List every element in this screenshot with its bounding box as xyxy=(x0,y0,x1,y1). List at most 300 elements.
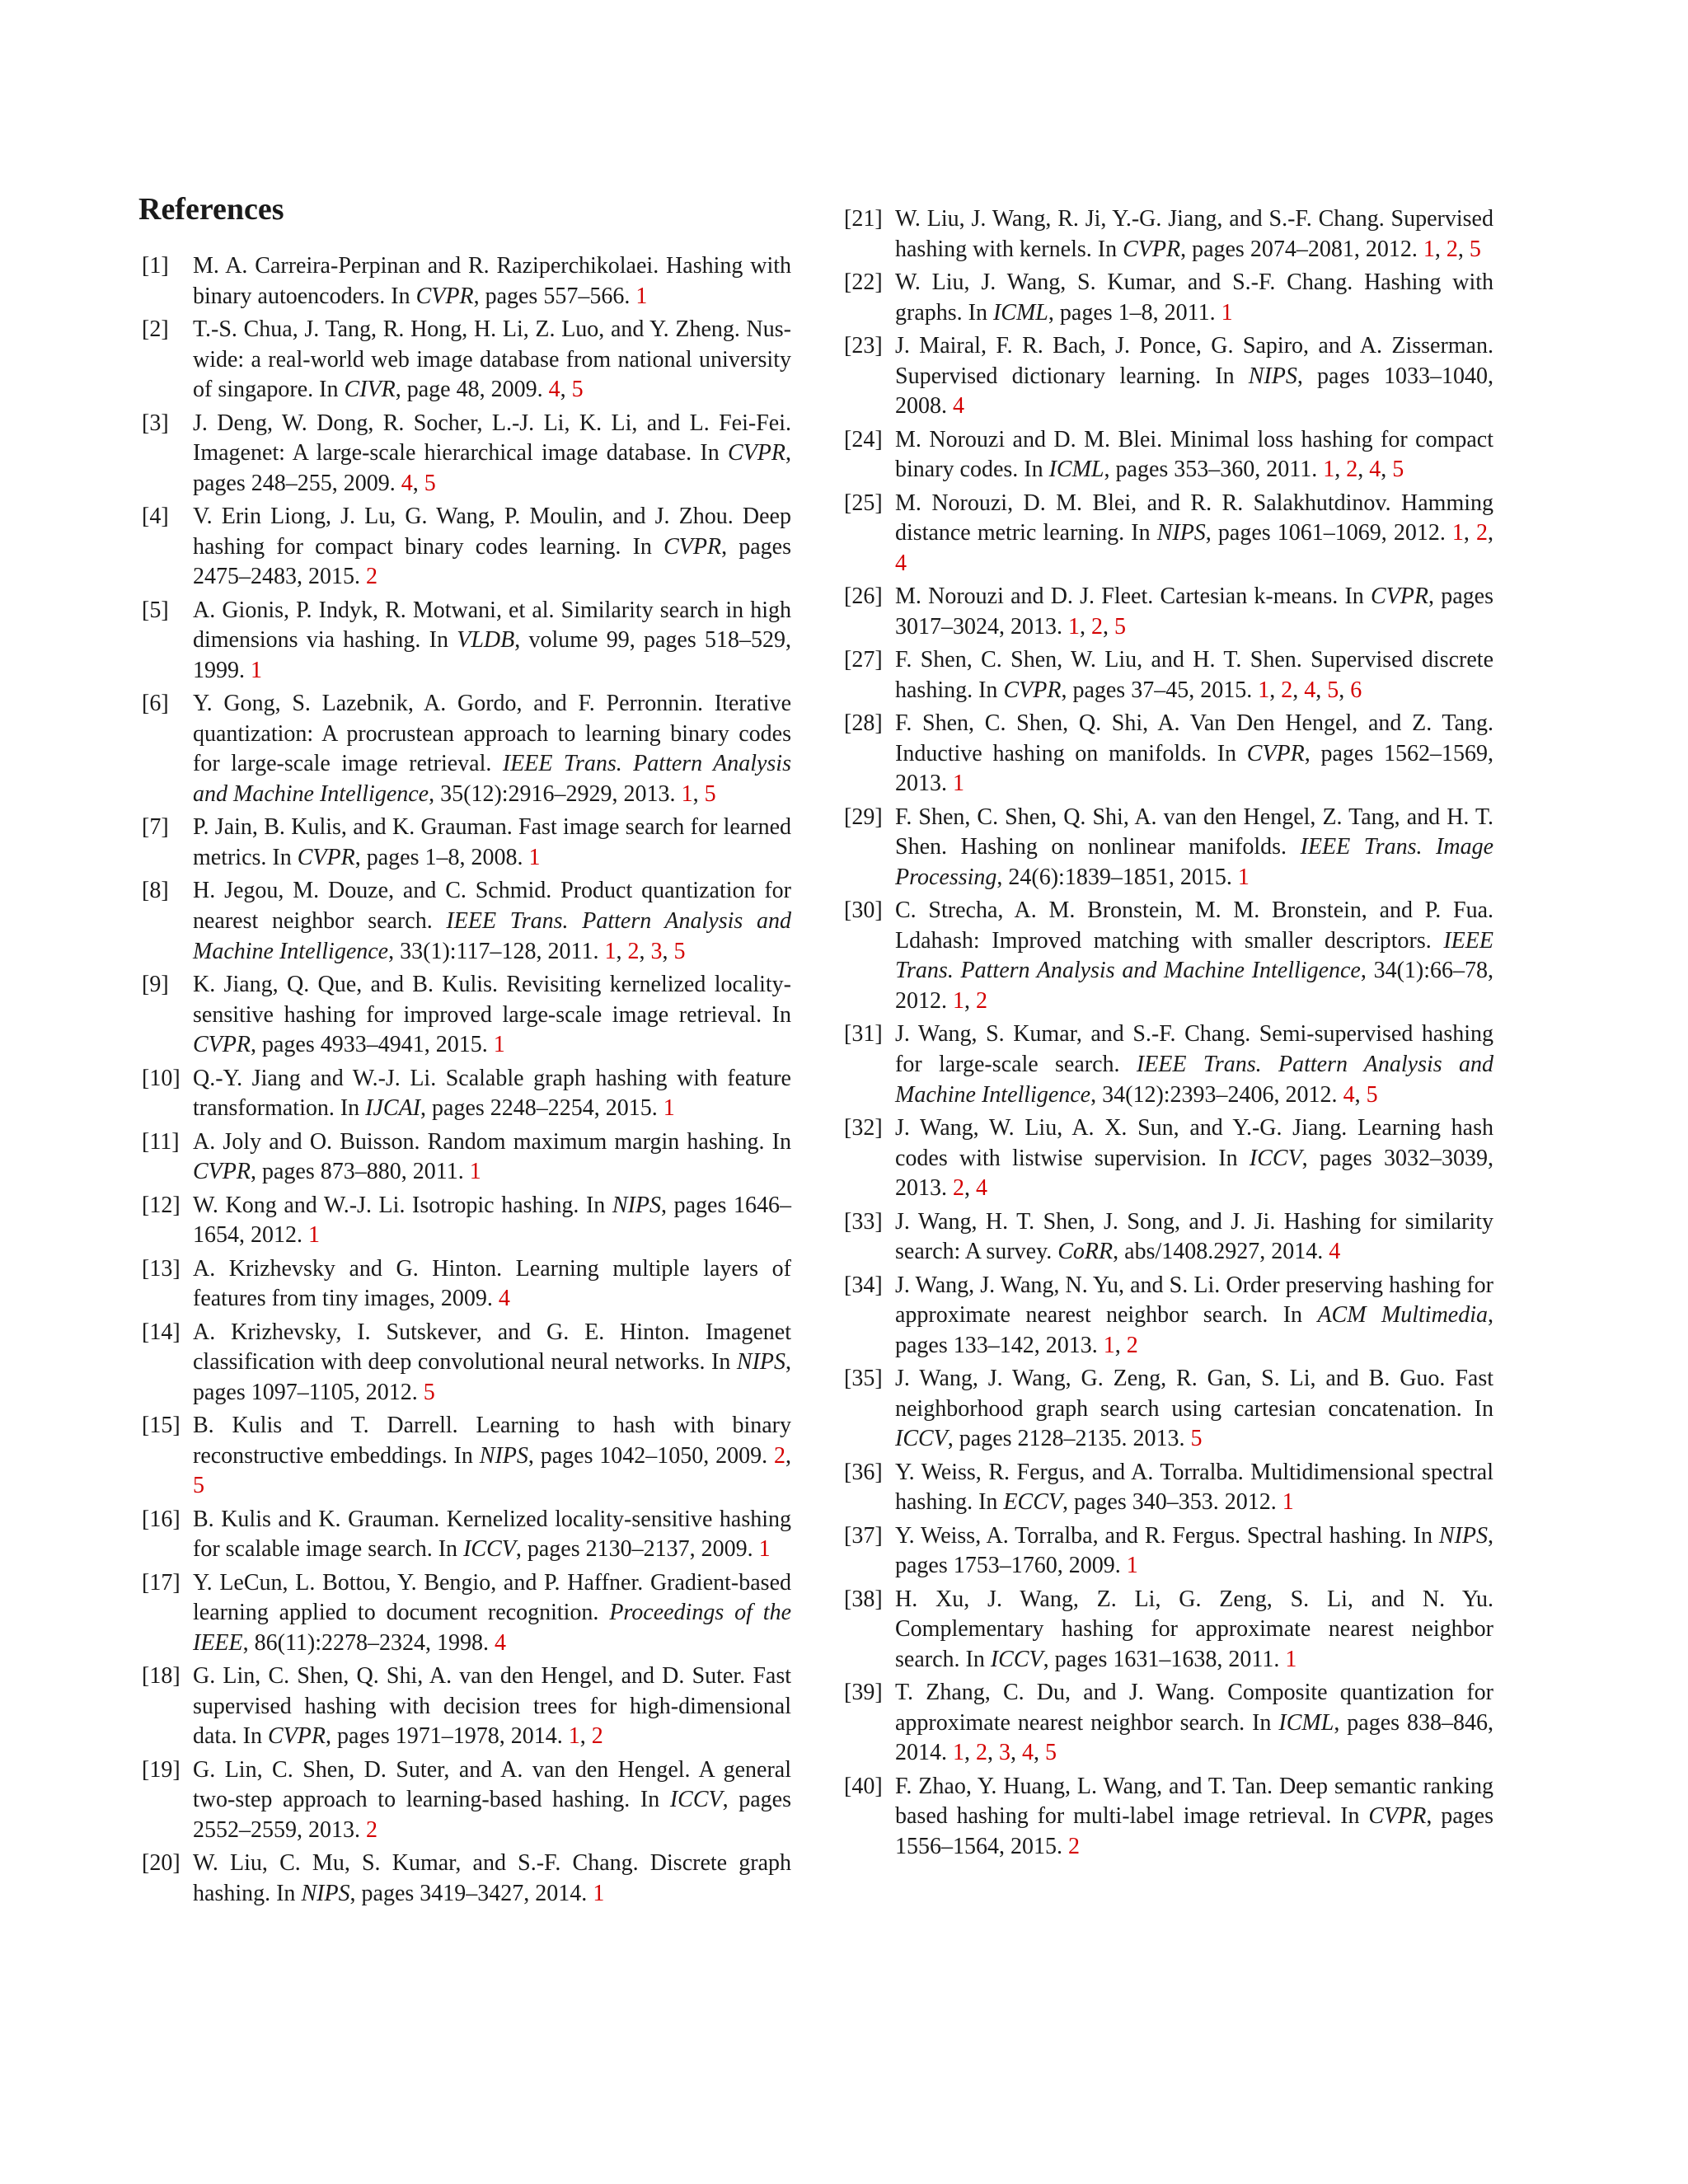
reference-text-segment: T.-S. Chua, J. Tang, R. Hong, H. Li, Z. Luo, and Y. Zheng. Nus-wide: a real-world web image database from national university of singapore. In xyxy=(193,316,791,403)
reference-number: [23] xyxy=(844,332,883,359)
venue-title: NIPS xyxy=(479,1442,528,1469)
reference-number: [9] xyxy=(142,972,169,998)
backref-page-link[interactable]: 2 xyxy=(1126,1332,1138,1358)
reference-entry xyxy=(138,409,791,499)
reference-text-segment: J. Deng, W. Dong, R. Socher, L.-J. Li, K. Li, and L. Fei-Fei. Imagenet: A large-scale hierarchical image database. In xyxy=(193,410,791,466)
venue-title: VLDB xyxy=(457,627,515,654)
reference-entry xyxy=(138,1127,791,1188)
reference-text-segment: Y. LeCun, L. Bottou, Y. Bengio, and P. Haffner. Gradient-based learning applied to document recognition. xyxy=(193,1569,791,1626)
reference-text xyxy=(193,251,791,312)
reference-text-segment: , pages 838–846, 2014. xyxy=(895,1709,1493,1766)
reference-number: [28] xyxy=(844,710,883,737)
backref-page-link[interactable]: 5 xyxy=(1469,236,1481,262)
backref-page-link[interactable]: 5 xyxy=(1327,677,1339,703)
reference-text-segment: G. Lin, C. Shen, Q. Shi, A. van den Hengel, and D. Suter. Fast supervised hashing with decision trees for high-dimensional data. In xyxy=(193,1663,791,1750)
backref-links: 2, 5 xyxy=(193,1442,791,1499)
backref-page-link[interactable]: 1 xyxy=(1323,457,1335,483)
references-column-left xyxy=(138,251,791,1912)
reference-text-segment: , pages 557–566. xyxy=(473,283,636,309)
reference-text xyxy=(193,1755,791,1846)
reference-entry xyxy=(841,425,1493,485)
reference-number: [18] xyxy=(142,1663,181,1690)
backref-page-link[interactable]: 1 xyxy=(681,781,693,808)
reference-entry xyxy=(138,315,791,405)
backref-page-link[interactable]: 1 xyxy=(1423,236,1435,262)
reference-text xyxy=(193,502,791,593)
backref-links xyxy=(1285,1647,1296,1672)
backref-links xyxy=(308,1222,320,1248)
reference-text-segment: F. Shen, C. Shen, Q. Shi, A. van den Hengel, Z. Tang, and H. T. Shen. Hashing on nonlinear manifolds. xyxy=(895,804,1493,860)
venue-title: CVPR xyxy=(1123,236,1181,262)
reference-text-segment: W. Kong and W.-J. Li. Isotropic hashing. In xyxy=(193,1192,612,1218)
reference-text xyxy=(895,204,1493,265)
backref-page-link[interactable]: 1 xyxy=(308,1222,320,1249)
reference-entry xyxy=(841,896,1493,1016)
backref-page-link[interactable]: 1 xyxy=(635,283,648,309)
backref-page-link[interactable]: 1 xyxy=(568,1723,580,1750)
reference-text xyxy=(193,689,791,809)
reference-number: [8] xyxy=(142,878,169,904)
reference-text-segment: A. Gionis, P. Indyk, R. Motwani, et al. Similarity search in high dimensions via hashing. In xyxy=(193,597,791,654)
backref-page-link[interactable]: 1 xyxy=(469,1159,481,1185)
reference-text-segment: , pages 2130–2137, 2009. xyxy=(515,1536,759,1563)
reference-text-segment: P. Jain, B. Kulis, and K. Grauman. Fast image search for learned metrics. In xyxy=(193,814,791,871)
backref-page-link[interactable]: 1 xyxy=(1258,677,1270,703)
reference-text-segment: , pages 1971–1978, 2014. xyxy=(325,1723,569,1750)
reference-text-segment: , pages 1–8, 2008. xyxy=(354,845,529,871)
reference-text-segment: A. Krizhevsky and G. Hinton. Learning multiple layers of features from tiny images, 2009. xyxy=(193,1255,791,1312)
venue-title: CVPR xyxy=(193,1032,251,1058)
reference-number: [32] xyxy=(844,1114,883,1141)
backref-page-link[interactable]: 2 xyxy=(976,988,987,1015)
reference-entry xyxy=(138,1254,791,1315)
venue-title: CVPR xyxy=(267,1723,326,1750)
backref-links xyxy=(470,1159,481,1184)
reference-text-segment: J. Wang, W. Liu, A. X. Sun, and Y.-G. Jiang. Learning hash codes with listwise supervision. In xyxy=(895,1114,1493,1171)
venue-title: ICML xyxy=(1048,457,1104,483)
reference-text-segment: , pages 1061–1069, 2012. xyxy=(1205,520,1452,546)
reference-text xyxy=(895,709,1493,799)
reference-text xyxy=(895,1364,1493,1455)
reference-number: [21] xyxy=(844,206,883,232)
reference-entry xyxy=(138,1568,791,1659)
backref-page-link[interactable]: 5 xyxy=(1392,457,1404,483)
reference-text-segment: F. Shen, C. Shen, Q. Shi, A. Van Den Hengel, and Z. Tang. Inductive hashing on manifolds. In xyxy=(895,710,1493,766)
backref-page-link[interactable]: 2 xyxy=(366,564,377,590)
backref-page-link[interactable]: 4 xyxy=(953,393,964,419)
backref-page-link[interactable]: 1 xyxy=(1237,864,1250,890)
venue-title: CVPR xyxy=(1371,583,1429,610)
backref-page-link[interactable]: 2 xyxy=(1281,677,1293,703)
backref-links xyxy=(495,1630,506,1656)
reference-number: [22] xyxy=(844,269,883,295)
reference-number: [16] xyxy=(142,1506,181,1532)
reference-text-segment: , page 48, 2009. xyxy=(395,377,549,403)
venue-title: ICCV xyxy=(669,1787,723,1813)
backref-page-link[interactable]: 2 xyxy=(774,1442,785,1469)
backref-links xyxy=(1191,1426,1203,1451)
backref-page-link[interactable]: 2 xyxy=(953,1175,964,1202)
reference-text-segment: A. Joly and O. Buisson. Random maximum margin hashing. In xyxy=(193,1128,791,1155)
backref-page-link[interactable]: 5 xyxy=(704,781,716,808)
backref-page-link[interactable]: 2 xyxy=(591,1723,603,1750)
reference-entry xyxy=(138,596,791,687)
reference-number: [24] xyxy=(844,426,883,452)
reference-text-segment: H. Jegou, M. Douze, and C. Schmid. Product quantization for nearest neighbor search. xyxy=(193,878,791,935)
backref-links: 1, 2, 4 xyxy=(895,520,1493,576)
reference-text-segment: , pages 3032–3039, 2013. xyxy=(895,1145,1493,1202)
backref-links: 1, 5 xyxy=(681,781,716,808)
reference-text-segment: J. Mairal, F. R. Bach, J. Ponce, G. Sapiro, and A. Zisserman. Supervised dictionary learning. In xyxy=(895,332,1493,389)
backref-page-link[interactable]: 5 xyxy=(571,377,584,403)
reference-text-segment: , pages 37–45, 2015. xyxy=(1061,677,1259,703)
venue-title: CIVR xyxy=(344,377,396,403)
backref-links xyxy=(529,845,541,870)
backref-links xyxy=(499,1286,510,1311)
reference-text-segment: M. Norouzi and D. J. Fleet. Cartesian k-means. In xyxy=(895,583,1372,610)
venue-title: NIPS xyxy=(1438,1522,1488,1549)
reference-text-segment: , pages 1097–1105, 2012. xyxy=(193,1349,791,1405)
reference-text-segment: , 86(11):2278–2324, 1998. xyxy=(242,1629,495,1656)
backref-page-link[interactable]: 4 xyxy=(548,377,560,403)
venue-title: ICCV xyxy=(990,1646,1043,1672)
reference-number: [15] xyxy=(142,1413,181,1439)
reference-number: [7] xyxy=(142,814,169,841)
reference-entry xyxy=(138,1411,791,1502)
backref-page-link[interactable]: 4 xyxy=(401,470,413,496)
backref-page-link[interactable]: 4 xyxy=(895,550,907,576)
reference-entry xyxy=(841,1019,1493,1110)
reference-entry xyxy=(841,1207,1493,1268)
reference-entry xyxy=(138,876,791,967)
reference-number: [37] xyxy=(844,1522,883,1549)
backref-page-link[interactable]: 1 xyxy=(1068,613,1080,640)
backref-page-link[interactable]: 5 xyxy=(673,938,686,964)
reference-entry xyxy=(138,1849,791,1909)
venue-title: CVPR xyxy=(1003,677,1062,703)
backref-page-link[interactable]: 1 xyxy=(1126,1553,1138,1579)
reference-entry xyxy=(138,502,791,593)
reference-text xyxy=(895,582,1493,642)
venue-title: IJCAI xyxy=(365,1095,421,1122)
venue-title: IEEE Trans. Image Processing xyxy=(895,834,1493,890)
reference-text-segment: , pages 1–8, 2011. xyxy=(1048,299,1221,326)
backref-page-link[interactable]: 4 xyxy=(1343,1081,1355,1108)
reference-text-segment: , pages 2128–2135. 2013. xyxy=(947,1426,1191,1452)
backref-page-link[interactable]: 1 xyxy=(758,1536,771,1563)
reference-text-segment: B. Kulis and K. Grauman. Kernelized locality-sensitive hashing for scalable image search. In xyxy=(193,1506,791,1563)
backref-links xyxy=(953,771,964,796)
reference-text xyxy=(193,970,791,1061)
venue-title: CVPR xyxy=(663,533,722,560)
backref-page-link[interactable]: 5 xyxy=(1114,613,1126,640)
backref-page-link[interactable]: 2 xyxy=(1068,1834,1080,1860)
backref-page-link[interactable]: 5 xyxy=(424,470,436,496)
reference-text-segment: , pages 1033–1040, 2008. xyxy=(895,363,1493,419)
reference-number: [17] xyxy=(142,1569,181,1596)
reference-number: [30] xyxy=(844,898,883,924)
backref-page-link[interactable]: 1 xyxy=(663,1095,675,1122)
backref-page-link[interactable]: 1 xyxy=(604,938,617,964)
venue-title: NIPS xyxy=(736,1349,785,1376)
backref-links: 4, 5 xyxy=(401,470,436,496)
backref-links: 1, 2 xyxy=(568,1723,603,1750)
reference-text xyxy=(895,1019,1493,1110)
reference-entry xyxy=(841,1585,1493,1675)
reference-text xyxy=(895,645,1493,705)
reference-text-segment: F. Shen, C. Shen, W. Liu, and H. T. Shen. Supervised discrete hashing. In xyxy=(895,647,1493,703)
venue-title: CVPR xyxy=(193,1159,251,1185)
reference-entry xyxy=(138,251,791,312)
venue-title: CVPR xyxy=(728,440,785,466)
reference-text-segment: , pages 2475–2483, 2015. xyxy=(193,533,791,590)
backref-links xyxy=(663,1095,675,1121)
backref-page-link[interactable]: 2 xyxy=(627,938,640,964)
backref-page-link[interactable]: 1 xyxy=(1285,1646,1297,1672)
backref-page-link[interactable]: 6 xyxy=(1350,677,1362,703)
reference-text-segment: , pages 3419–3427, 2014. xyxy=(349,1881,593,1907)
reference-text-segment: A. Krizhevsky, I. Sutskever, and G. E. Hinton. Imagenet classification with deep convolutional neural networks. In xyxy=(193,1319,791,1376)
backref-page-link[interactable]: 1 xyxy=(493,1032,505,1058)
reference-text xyxy=(193,1505,791,1565)
reference-text xyxy=(193,1318,791,1408)
backref-links: 2, 4 xyxy=(953,1175,987,1202)
reference-entry xyxy=(841,645,1493,705)
venue-title: ICML xyxy=(992,299,1048,326)
backref-page-link[interactable]: 3 xyxy=(999,1740,1010,1766)
backref-page-link[interactable]: 2 xyxy=(1446,236,1458,262)
backref-page-link[interactable]: 1 xyxy=(1451,520,1464,546)
reference-entry xyxy=(841,1458,1493,1518)
reference-number: [33] xyxy=(844,1208,883,1235)
backref-links xyxy=(1221,300,1233,326)
reference-text-segment: J. Wang, H. T. Shen, J. Song, and J. Ji. Hashing for similarity search: A survey. xyxy=(895,1208,1493,1265)
reference-number: [6] xyxy=(142,691,169,717)
reference-text xyxy=(895,896,1493,1016)
backref-page-link[interactable]: 5 xyxy=(1190,1426,1203,1452)
backref-page-link[interactable]: 1 xyxy=(1282,1489,1294,1516)
backref-page-link[interactable]: 5 xyxy=(423,1379,435,1405)
reference-text xyxy=(193,409,791,499)
backref-page-link[interactable]: 4 xyxy=(976,1175,987,1202)
backref-page-link[interactable]: 1 xyxy=(593,1881,605,1907)
venue-title: NIPS xyxy=(1248,363,1297,389)
reference-text-segment: , volume 99, pages 518–529, 1999. xyxy=(193,627,791,683)
reference-text-segment: G. Lin, C. Shen, D. Suter, and A. van den Hengel. A general two-step approach to learning-based hashing. In xyxy=(193,1756,791,1813)
backref-page-link[interactable]: 4 xyxy=(495,1629,507,1656)
backref-links xyxy=(1329,1239,1340,1264)
reference-text xyxy=(193,1064,791,1124)
backref-page-link[interactable]: 3 xyxy=(650,938,663,964)
backref-links: 1, 2, 3, 5 xyxy=(604,938,686,964)
backref-page-link[interactable]: 1 xyxy=(953,771,964,797)
reference-text-segment: V. Erin Liong, J. Lu, G. Wang, P. Moulin, and J. Zhou. Deep hashing for compact binary codes learning. In xyxy=(193,504,791,560)
reference-text xyxy=(193,1411,791,1502)
reference-number: [13] xyxy=(142,1255,181,1282)
reference-text-segment: , pages 340–353. 2012. xyxy=(1062,1489,1282,1516)
reference-entry xyxy=(138,1064,791,1124)
backref-links xyxy=(953,393,964,419)
reference-text xyxy=(895,1678,1493,1769)
reference-text-segment: , pages 1646–1654, 2012. xyxy=(193,1192,791,1249)
reference-entry xyxy=(841,1113,1493,1204)
backref-page-link[interactable]: 1 xyxy=(953,988,964,1015)
reference-number: [40] xyxy=(844,1773,883,1799)
reference-text-segment: , 33(1):117–128, 2011. xyxy=(388,938,605,964)
backref-page-link[interactable]: 4 xyxy=(1329,1239,1341,1265)
reference-number: [5] xyxy=(142,597,169,623)
venue-title: ICML xyxy=(1278,1709,1334,1736)
reference-text-segment: , pages 1556–1564, 2015. xyxy=(895,1803,1493,1860)
venue-title: CVPR xyxy=(297,845,355,871)
reference-text-segment: J. Wang, J. Wang, N. Yu, and S. Li. Order preserving hashing for approximate nearest neighbor search. In xyxy=(895,1272,1493,1329)
reference-text-segment: W. Liu, J. Wang, S. Kumar, and S.-F. Chang. Hashing with graphs. In xyxy=(895,269,1493,326)
reference-text-segment: , pages 2074–2081, 2012. xyxy=(1180,236,1423,262)
backref-page-link[interactable]: 4 xyxy=(498,1286,510,1312)
backref-page-link[interactable]: 1 xyxy=(1221,299,1233,326)
reference-entry xyxy=(138,970,791,1061)
reference-entry xyxy=(138,1505,791,1565)
reference-entry xyxy=(841,1521,1493,1582)
backref-page-link[interactable]: 2 xyxy=(976,1740,987,1766)
backref-links: 1, 2, 3, 4, 5 xyxy=(953,1740,1057,1766)
reference-number: [3] xyxy=(142,410,169,436)
backref-links xyxy=(1127,1553,1138,1578)
reference-entry xyxy=(138,813,791,873)
reference-text xyxy=(193,1191,791,1251)
reference-text xyxy=(895,803,1493,893)
venue-title: IEEE Trans. Pattern Analysis and Machine Intelligence xyxy=(193,908,791,964)
backref-page-link[interactable]: 5 xyxy=(1045,1740,1057,1766)
backref-links xyxy=(366,1817,377,1843)
backref-links xyxy=(494,1032,505,1057)
reference-text xyxy=(193,315,791,405)
backref-page-link[interactable]: 5 xyxy=(1366,1081,1378,1108)
backref-links xyxy=(1282,1489,1294,1515)
backref-page-link[interactable]: 1 xyxy=(251,657,262,683)
reference-number: [31] xyxy=(844,1021,883,1047)
reference-text-segment: , abs/1408.2927, 2014. xyxy=(1113,1239,1329,1265)
reference-text xyxy=(895,1207,1493,1268)
reference-entry xyxy=(841,709,1493,799)
venue-title: ICCV xyxy=(895,1426,948,1452)
reference-text-segment: W. Liu, C. Mu, S. Kumar, and S.-F. Chang. Discrete graph hashing. In xyxy=(193,1850,791,1907)
backref-links xyxy=(251,658,262,683)
backref-page-link[interactable]: 2 xyxy=(1346,457,1358,483)
reference-number: [26] xyxy=(844,583,883,610)
reference-number: [20] xyxy=(142,1850,181,1877)
reference-number: [39] xyxy=(844,1680,883,1706)
reference-text-segment: J. Wang, S. Kumar, and S.-F. Chang. Semi-supervised hashing for large-scale search. xyxy=(895,1021,1493,1077)
backref-page-link[interactable]: 4 xyxy=(1304,677,1316,703)
venue-title: IEEE Trans. Pattern Analysis and Machine Intelligence xyxy=(895,1052,1493,1108)
reference-text-segment: Y. Weiss, R. Fergus, and A. Torralba. Multidimensional spectral hashing. In xyxy=(895,1459,1493,1516)
reference-text-segment: , pages 133–142, 2013. xyxy=(895,1302,1493,1358)
venue-title: Proceedings of the IEEE xyxy=(193,1600,791,1656)
venue-title: NIPS xyxy=(1156,520,1206,546)
backref-links xyxy=(593,1881,604,1906)
backref-links: 4, 5 xyxy=(1343,1081,1378,1108)
reference-text xyxy=(895,1271,1493,1361)
reference-number: [38] xyxy=(844,1586,883,1612)
reference-text xyxy=(193,813,791,873)
reference-entry xyxy=(841,1772,1493,1863)
backref-links xyxy=(1238,865,1250,890)
reference-number: [10] xyxy=(142,1065,181,1091)
reference-text-segment: K. Jiang, Q. Que, and B. Kulis. Revisiting kernelized locality-sensitive hashing for improved large-scale image retrieval. In xyxy=(193,972,791,1028)
reference-entry xyxy=(841,204,1493,265)
reference-text-segment: , pages 1562–1569, 2013. xyxy=(895,740,1493,797)
backref-page-link[interactable]: 1 xyxy=(1103,1332,1115,1358)
reference-text-segment: , 34(12):2393–2406, 2012. xyxy=(1090,1081,1343,1108)
backref-page-link[interactable]: 5 xyxy=(193,1473,204,1499)
backref-links xyxy=(1068,1834,1080,1859)
venue-title: CVPR xyxy=(1368,1803,1427,1830)
reference-entry xyxy=(138,1661,791,1752)
reference-entry xyxy=(841,1271,1493,1361)
backref-page-link[interactable]: 1 xyxy=(953,1740,964,1766)
backref-page-link[interactable]: 4 xyxy=(1022,1740,1034,1766)
reference-entry xyxy=(138,1755,791,1846)
reference-text-segment: H. Xu, J. Wang, Z. Li, G. Zeng, S. Li, and N. Yu. Complementary hashing for approximate nearest neighbor search. In xyxy=(895,1586,1493,1672)
reference-text xyxy=(193,1661,791,1752)
reference-text-segment: , pages 4933–4941, 2015. xyxy=(251,1032,494,1058)
reference-text xyxy=(193,1254,791,1315)
backref-links xyxy=(759,1536,771,1562)
reference-number: [2] xyxy=(142,316,169,342)
reference-entry xyxy=(841,1678,1493,1769)
reference-text xyxy=(193,1849,791,1909)
reference-entry xyxy=(841,582,1493,642)
backref-page-link[interactable]: 2 xyxy=(1476,520,1488,546)
backref-links: 1, 2, 5 xyxy=(1423,236,1481,262)
reference-text xyxy=(895,1113,1493,1204)
backref-links: 1, 2, 4, 5, 6 xyxy=(1258,677,1362,703)
reference-text xyxy=(193,596,791,687)
backref-page-link[interactable]: 2 xyxy=(366,1817,377,1844)
backref-page-link[interactable]: 1 xyxy=(528,845,541,871)
reference-number: [12] xyxy=(142,1192,181,1218)
reference-text xyxy=(895,1521,1493,1582)
reference-entry xyxy=(841,489,1493,579)
reference-text-segment: M. Norouzi, D. M. Blei, and R. R. Salakhutdinov. Hamming distance metric learning. In xyxy=(895,490,1493,546)
venue-title: CoRR xyxy=(1057,1239,1114,1265)
venue-title: ACM Multimedia xyxy=(1317,1302,1488,1329)
reference-entry xyxy=(841,331,1493,422)
backref-links: 1, 2, 5 xyxy=(1068,613,1126,640)
references-column-right xyxy=(841,204,1493,1865)
reference-number: [29] xyxy=(844,804,883,830)
venue-title: NIPS xyxy=(612,1192,661,1218)
backref-page-link[interactable]: 2 xyxy=(1091,613,1103,640)
reference-text-segment: W. Liu, J. Wang, R. Ji, Y.-G. Jiang, and S.-F. Chang. Supervised hashing with kernels. In xyxy=(895,206,1493,262)
reference-text-segment: , pages 1042–1050, 2009. xyxy=(528,1442,774,1469)
reference-text-segment: , pages 248–255, 2009. xyxy=(193,440,791,496)
backref-links: 1, 2, 4, 5 xyxy=(1323,457,1404,483)
reference-text-segment: , pages 1631–1638, 2011. xyxy=(1043,1646,1286,1672)
reference-text xyxy=(895,489,1493,579)
backref-links: 1, 2 xyxy=(953,988,987,1015)
reference-text xyxy=(193,1127,791,1188)
backref-page-link[interactable]: 4 xyxy=(1369,457,1381,483)
reference-number: [34] xyxy=(844,1272,883,1298)
reference-text xyxy=(193,876,791,967)
reference-text-segment: , pages 353–360, 2011. xyxy=(1104,457,1324,483)
reference-text-segment: , pages 1753–1760, 2009. xyxy=(895,1522,1493,1579)
reference-number: [36] xyxy=(844,1459,883,1485)
reference-text-segment: B. Kulis and T. Darrell. Learning to hash with binary reconstructive embeddings. In xyxy=(193,1413,791,1469)
venue-title: ICCV xyxy=(1249,1145,1302,1171)
